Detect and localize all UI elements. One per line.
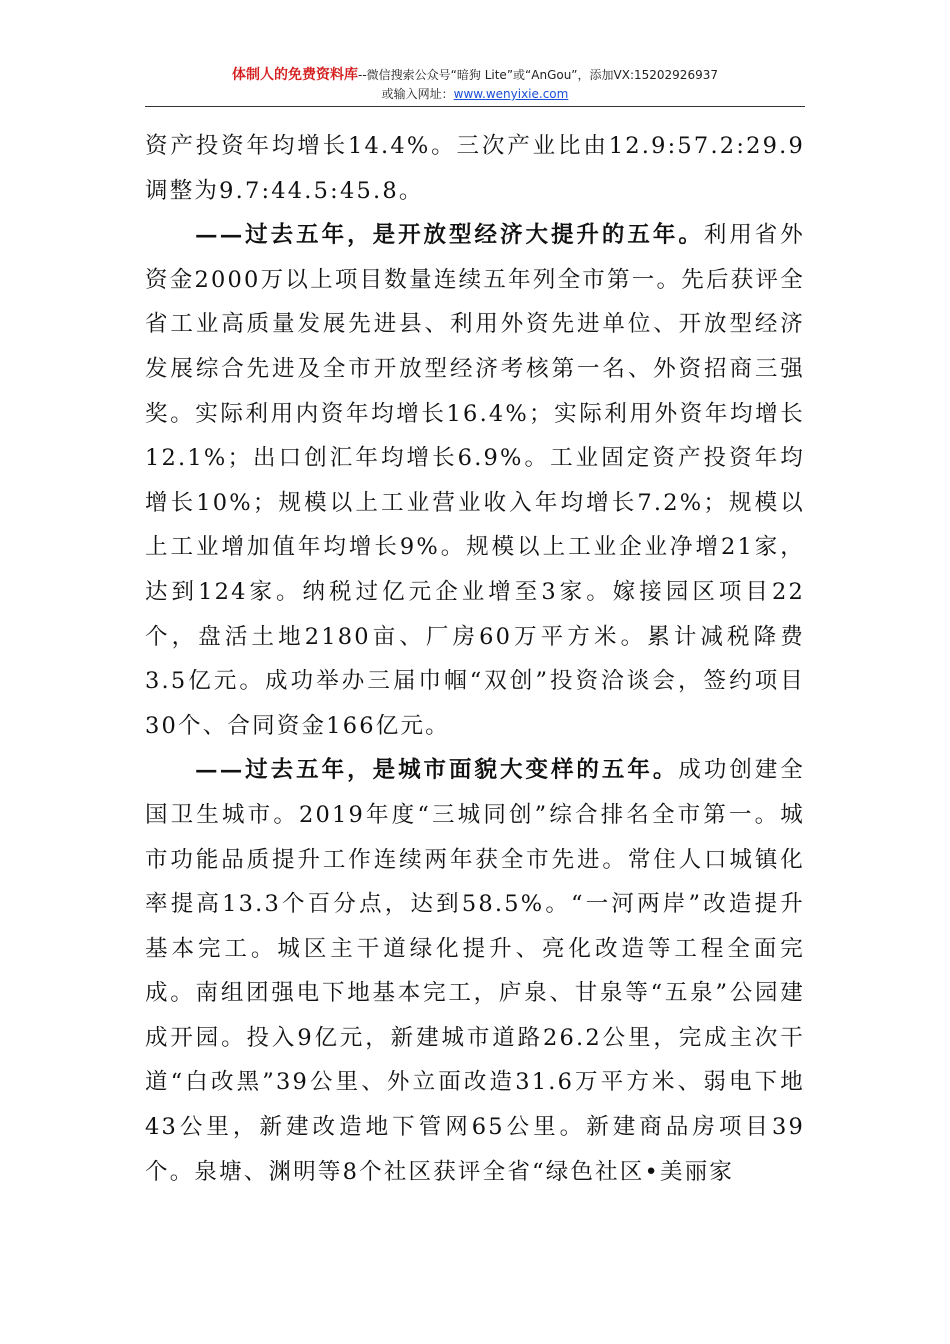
paragraph-2 <box>145 213 805 748</box>
page-header <box>145 66 805 104</box>
header-divider <box>145 106 805 107</box>
paragraph-3 <box>145 748 805 1194</box>
header-line-2 <box>145 85 805 104</box>
paragraph-1 <box>145 124 805 213</box>
paragraph-text: 成功创建全国卫生城市。2019年度“三城同创”综合排名全市第一。城市功能品质提升工作连续两年获全市先进。常住人口城镇化率提高13.3个百分点，达到58.5%。“一河两岸”改造提升基本完工。城区主干道绿化提升、亮化改造等工程全面完成。南组团强电下地基本完工，庐泉、甘泉等“五泉”公园建成开园。投入9亿元，新建城市道路26.2公里，完成主次干道“白改黑”39公里、外立面改造31.6万平方米、弱电下地43公里，新建改造地下管网65公里。新建商品房项目39个。泉塘、渊明等8个社区获评全省“绿色社区•美丽家 <box>145 757 805 1185</box>
url-prefix: 或输入网址： <box>381 87 454 101</box>
website-link[interactable]: www.wenyixie.com <box>453 87 569 101</box>
paragraph-lead: ——过去五年，是城市面貌大变样的五年。 <box>195 757 679 784</box>
document-body <box>145 124 805 1194</box>
header-line-1 <box>145 66 805 85</box>
paragraph-lead: ——过去五年，是开放型经济大提升的五年。 <box>195 222 704 249</box>
paragraph-text: 资产投资年均增长14.4%。三次产业比由12.9:57.2:29.9调整为9.7:44.5:45.8。 <box>145 133 805 204</box>
brand-title: 体制人的免费资料库 <box>232 67 359 83</box>
paragraph-text: 利用省外资金2000万以上项目数量连续五年列全市第一。先后获评全省工业高质量发展先进县、利用外资先进单位、开放型经济发展综合先进及全市开放型经济考核第一名、外资招商三强奖。实际利用内资年均增长16.4%；实际利用外资年均增长12.1%；出口创汇年均增长6.9%。工业固定资产投资年均增长10%；规模以上工业营业收入年均增长7.2%；规模以上工业增加值年均增长9%。规模以上工业企业净增21家，达到124家。纳税过亿元企业增至3家。嫁接园区项目22个，盘活土地2180亩、厂房60万平方米。累计减税降费3.5亿元。成功举办三届巾帼“双创”投资洽谈会，签约项目30个、合同资金166亿元。 <box>145 222 805 739</box>
header-info: --微信搜索公众号“暗狗 Lite”或“AnGou”，添加VX:15202926937 <box>358 68 718 82</box>
